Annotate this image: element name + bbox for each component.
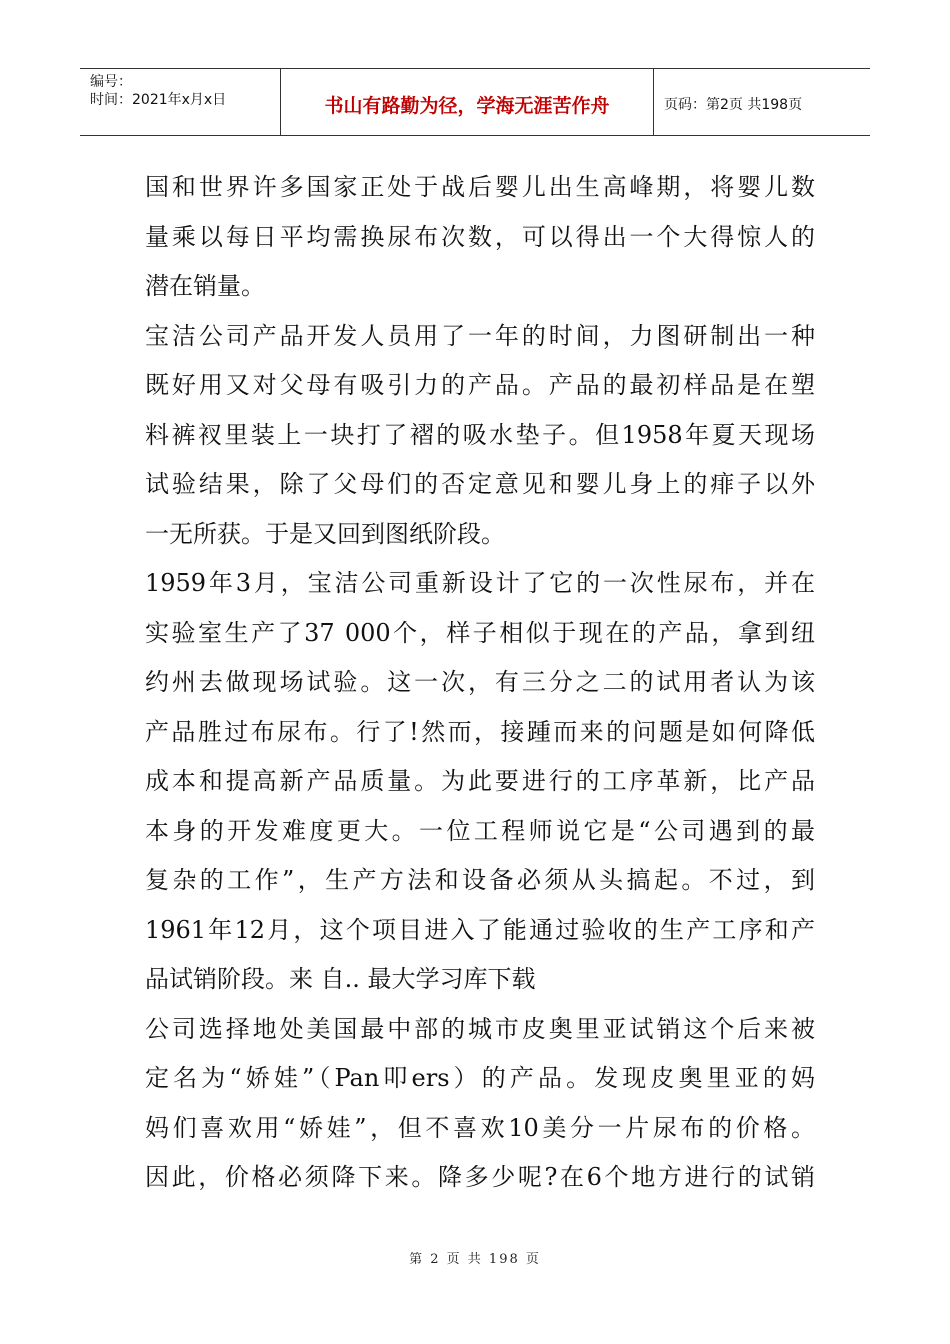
- body-line: 1959年3月，宝洁公司重新设计了它的一次性尿布，并在: [145, 569, 815, 597]
- body-line: 一无所获。于是又回到图纸阶段。: [145, 519, 505, 548]
- body-line: 1961年12月，这个项目进入了能通过验收的生产工序和产: [145, 915, 815, 944]
- header-motto: 书山有路勤为径，学海无涯苦作舟: [281, 69, 654, 135]
- body-line: 本身的开发难度更大。一位工程师说它是“公司遇到的最: [145, 816, 815, 845]
- body-line: 复杂的工作”，生产方法和设备必须从头搞起。不过，到: [145, 866, 815, 894]
- body-line: 成本和提高新产品质量。为此要进行的工序革新，比产品: [145, 767, 815, 795]
- header-page-info: 页码：第2页 共198页: [664, 97, 803, 113]
- body-line: 定名为“娇娃”（Pan叩ers）的产品。发现皮奥里亚的妈: [145, 1064, 815, 1092]
- body-line: 既好用又对父母有吸引力的产品。产品的最初样品是在塑: [145, 371, 815, 399]
- document-header: [80, 68, 870, 136]
- document-body: [145, 163, 815, 1203]
- body-line: 宝洁公司产品开发人员用了一年的时间，力图研制出一种: [145, 321, 815, 350]
- body-line: 潜在销量。: [145, 272, 265, 300]
- body-line: 国和世界许多国家正处于战后婴儿出生高峰期，将婴儿数: [145, 173, 815, 201]
- document-number-label: 编号：: [90, 74, 132, 90]
- header-meta-cell: [80, 69, 281, 135]
- body-line: 因此，价格必须降下来。降多少呢?在6个地方进行的试销: [145, 1163, 815, 1191]
- body-line: 妈们喜欢用“娇娃”，但不喜欢10美分一片尿布的价格。: [145, 1113, 815, 1142]
- body-line: 量乘以每日平均需换尿布次数，可以得出一个大得惊人的: [145, 222, 815, 251]
- body-line: 品试销阶段。来 自.. 最大学习库下载: [145, 965, 536, 993]
- body-line: 公司选择地处美国最中部的城市皮奥里亚试销这个后来被: [145, 1014, 815, 1043]
- document-date: 时间：2021年x月x日: [90, 92, 227, 108]
- body-line: 料裤衩里装上一块打了褶的吸水垫子。但1958年夏天现场: [145, 420, 815, 449]
- body-line: 约州去做现场试验。这一次，有三分之二的试用者认为该: [145, 668, 815, 696]
- body-line: 试验结果，除了父母们的否定意见和婴儿身上的痱子以外: [145, 470, 815, 498]
- page-footer: 第 2 页 共 198 页: [409, 1252, 541, 1267]
- body-line: 产品胜过布尿布。行了!然而，接踵而来的问题是如何降低: [145, 717, 815, 746]
- body-line: 实验室生产了37 000个，样子相似于现在的产品，拿到纽: [145, 618, 815, 647]
